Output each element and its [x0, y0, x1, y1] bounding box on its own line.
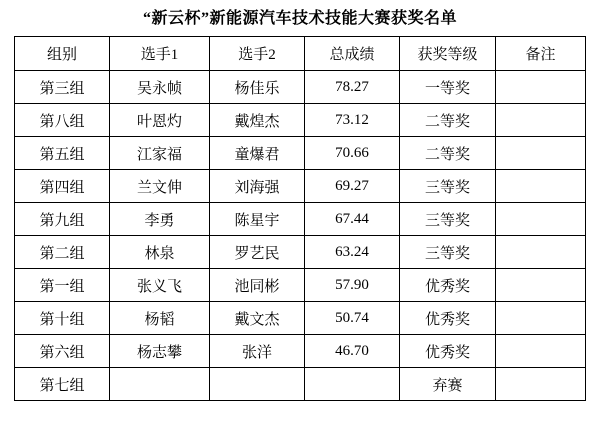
- cell-award-level: 二等奖: [400, 104, 496, 137]
- cell-player1: [110, 368, 210, 401]
- cell-total-score: 57.90: [305, 269, 400, 302]
- cell-player1: 杨韬: [110, 302, 210, 335]
- table-row: [15, 71, 586, 104]
- cell-player2: 童爆君: [210, 137, 305, 170]
- cell-total-score: 69.27: [305, 170, 400, 203]
- cell-total-score: 73.12: [305, 104, 400, 137]
- column-header-award-level: 获奖等级: [400, 37, 496, 71]
- cell-remark: [496, 170, 586, 203]
- cell-remark: [496, 104, 586, 137]
- table-row: [15, 302, 586, 335]
- cell-group: 第七组: [15, 368, 110, 401]
- award-list-table: [14, 36, 586, 401]
- cell-remark: [496, 71, 586, 104]
- cell-remark: [496, 236, 586, 269]
- cell-group: 第六组: [15, 335, 110, 368]
- table-row: [15, 236, 586, 269]
- table-row: [15, 368, 586, 401]
- cell-award-level: 优秀奖: [400, 269, 496, 302]
- cell-group: 第九组: [15, 203, 110, 236]
- cell-award-level: 三等奖: [400, 203, 496, 236]
- cell-award-level: 三等奖: [400, 170, 496, 203]
- cell-group: 第一组: [15, 269, 110, 302]
- cell-group: 第二组: [15, 236, 110, 269]
- column-header-player1: 选手1: [110, 37, 210, 71]
- table-row: [15, 170, 586, 203]
- cell-remark: [496, 203, 586, 236]
- cell-player2: 刘海强: [210, 170, 305, 203]
- cell-player2: 戴煌杰: [210, 104, 305, 137]
- cell-player1: 杨志攀: [110, 335, 210, 368]
- cell-total-score: 46.70: [305, 335, 400, 368]
- cell-award-level: 弃赛: [400, 368, 496, 401]
- cell-player2: 陈星宇: [210, 203, 305, 236]
- cell-player1: 兰文伸: [110, 170, 210, 203]
- column-header-player2: 选手2: [210, 37, 305, 71]
- cell-total-score: 78.27: [305, 71, 400, 104]
- cell-player2: 张洋: [210, 335, 305, 368]
- cell-award-level: 一等奖: [400, 71, 496, 104]
- cell-player1: 李勇: [110, 203, 210, 236]
- cell-player2: 戴文杰: [210, 302, 305, 335]
- page-title: “新云杯”新能源汽车技术技能大赛获奖名单: [142, 10, 457, 27]
- cell-player1: 林泉: [110, 236, 210, 269]
- cell-remark: [496, 269, 586, 302]
- cell-total-score: [305, 368, 400, 401]
- cell-group: 第五组: [15, 137, 110, 170]
- cell-remark: [496, 137, 586, 170]
- column-header-total-score: 总成绩: [305, 37, 400, 71]
- table-row: [15, 335, 586, 368]
- cell-player1: 江家福: [110, 137, 210, 170]
- cell-total-score: 63.24: [305, 236, 400, 269]
- cell-award-level: 优秀奖: [400, 302, 496, 335]
- cell-player2: [210, 368, 305, 401]
- cell-total-score: 67.44: [305, 203, 400, 236]
- column-header-remark: 备注: [496, 37, 586, 71]
- table-header-row: [15, 37, 586, 71]
- cell-award-level: 二等奖: [400, 137, 496, 170]
- cell-remark: [496, 335, 586, 368]
- table-row: [15, 137, 586, 170]
- table-row: [15, 203, 586, 236]
- table-row: [15, 269, 586, 302]
- column-header-group: 组别: [15, 37, 110, 71]
- cell-group: 第三组: [15, 71, 110, 104]
- cell-total-score: 70.66: [305, 137, 400, 170]
- cell-award-level: 优秀奖: [400, 335, 496, 368]
- cell-player1: 吴永帧: [110, 71, 210, 104]
- cell-group: 第八组: [15, 104, 110, 137]
- cell-remark: [496, 302, 586, 335]
- cell-player1: 叶恩灼: [110, 104, 210, 137]
- table-row: [15, 104, 586, 137]
- cell-player2: 杨佳乐: [210, 71, 305, 104]
- cell-total-score: 50.74: [305, 302, 400, 335]
- cell-player2: 罗艺民: [210, 236, 305, 269]
- cell-group: 第四组: [15, 170, 110, 203]
- cell-remark: [496, 368, 586, 401]
- cell-award-level: 三等奖: [400, 236, 496, 269]
- cell-group: 第十组: [15, 302, 110, 335]
- cell-player2: 池同彬: [210, 269, 305, 302]
- cell-player1: 张义飞: [110, 269, 210, 302]
